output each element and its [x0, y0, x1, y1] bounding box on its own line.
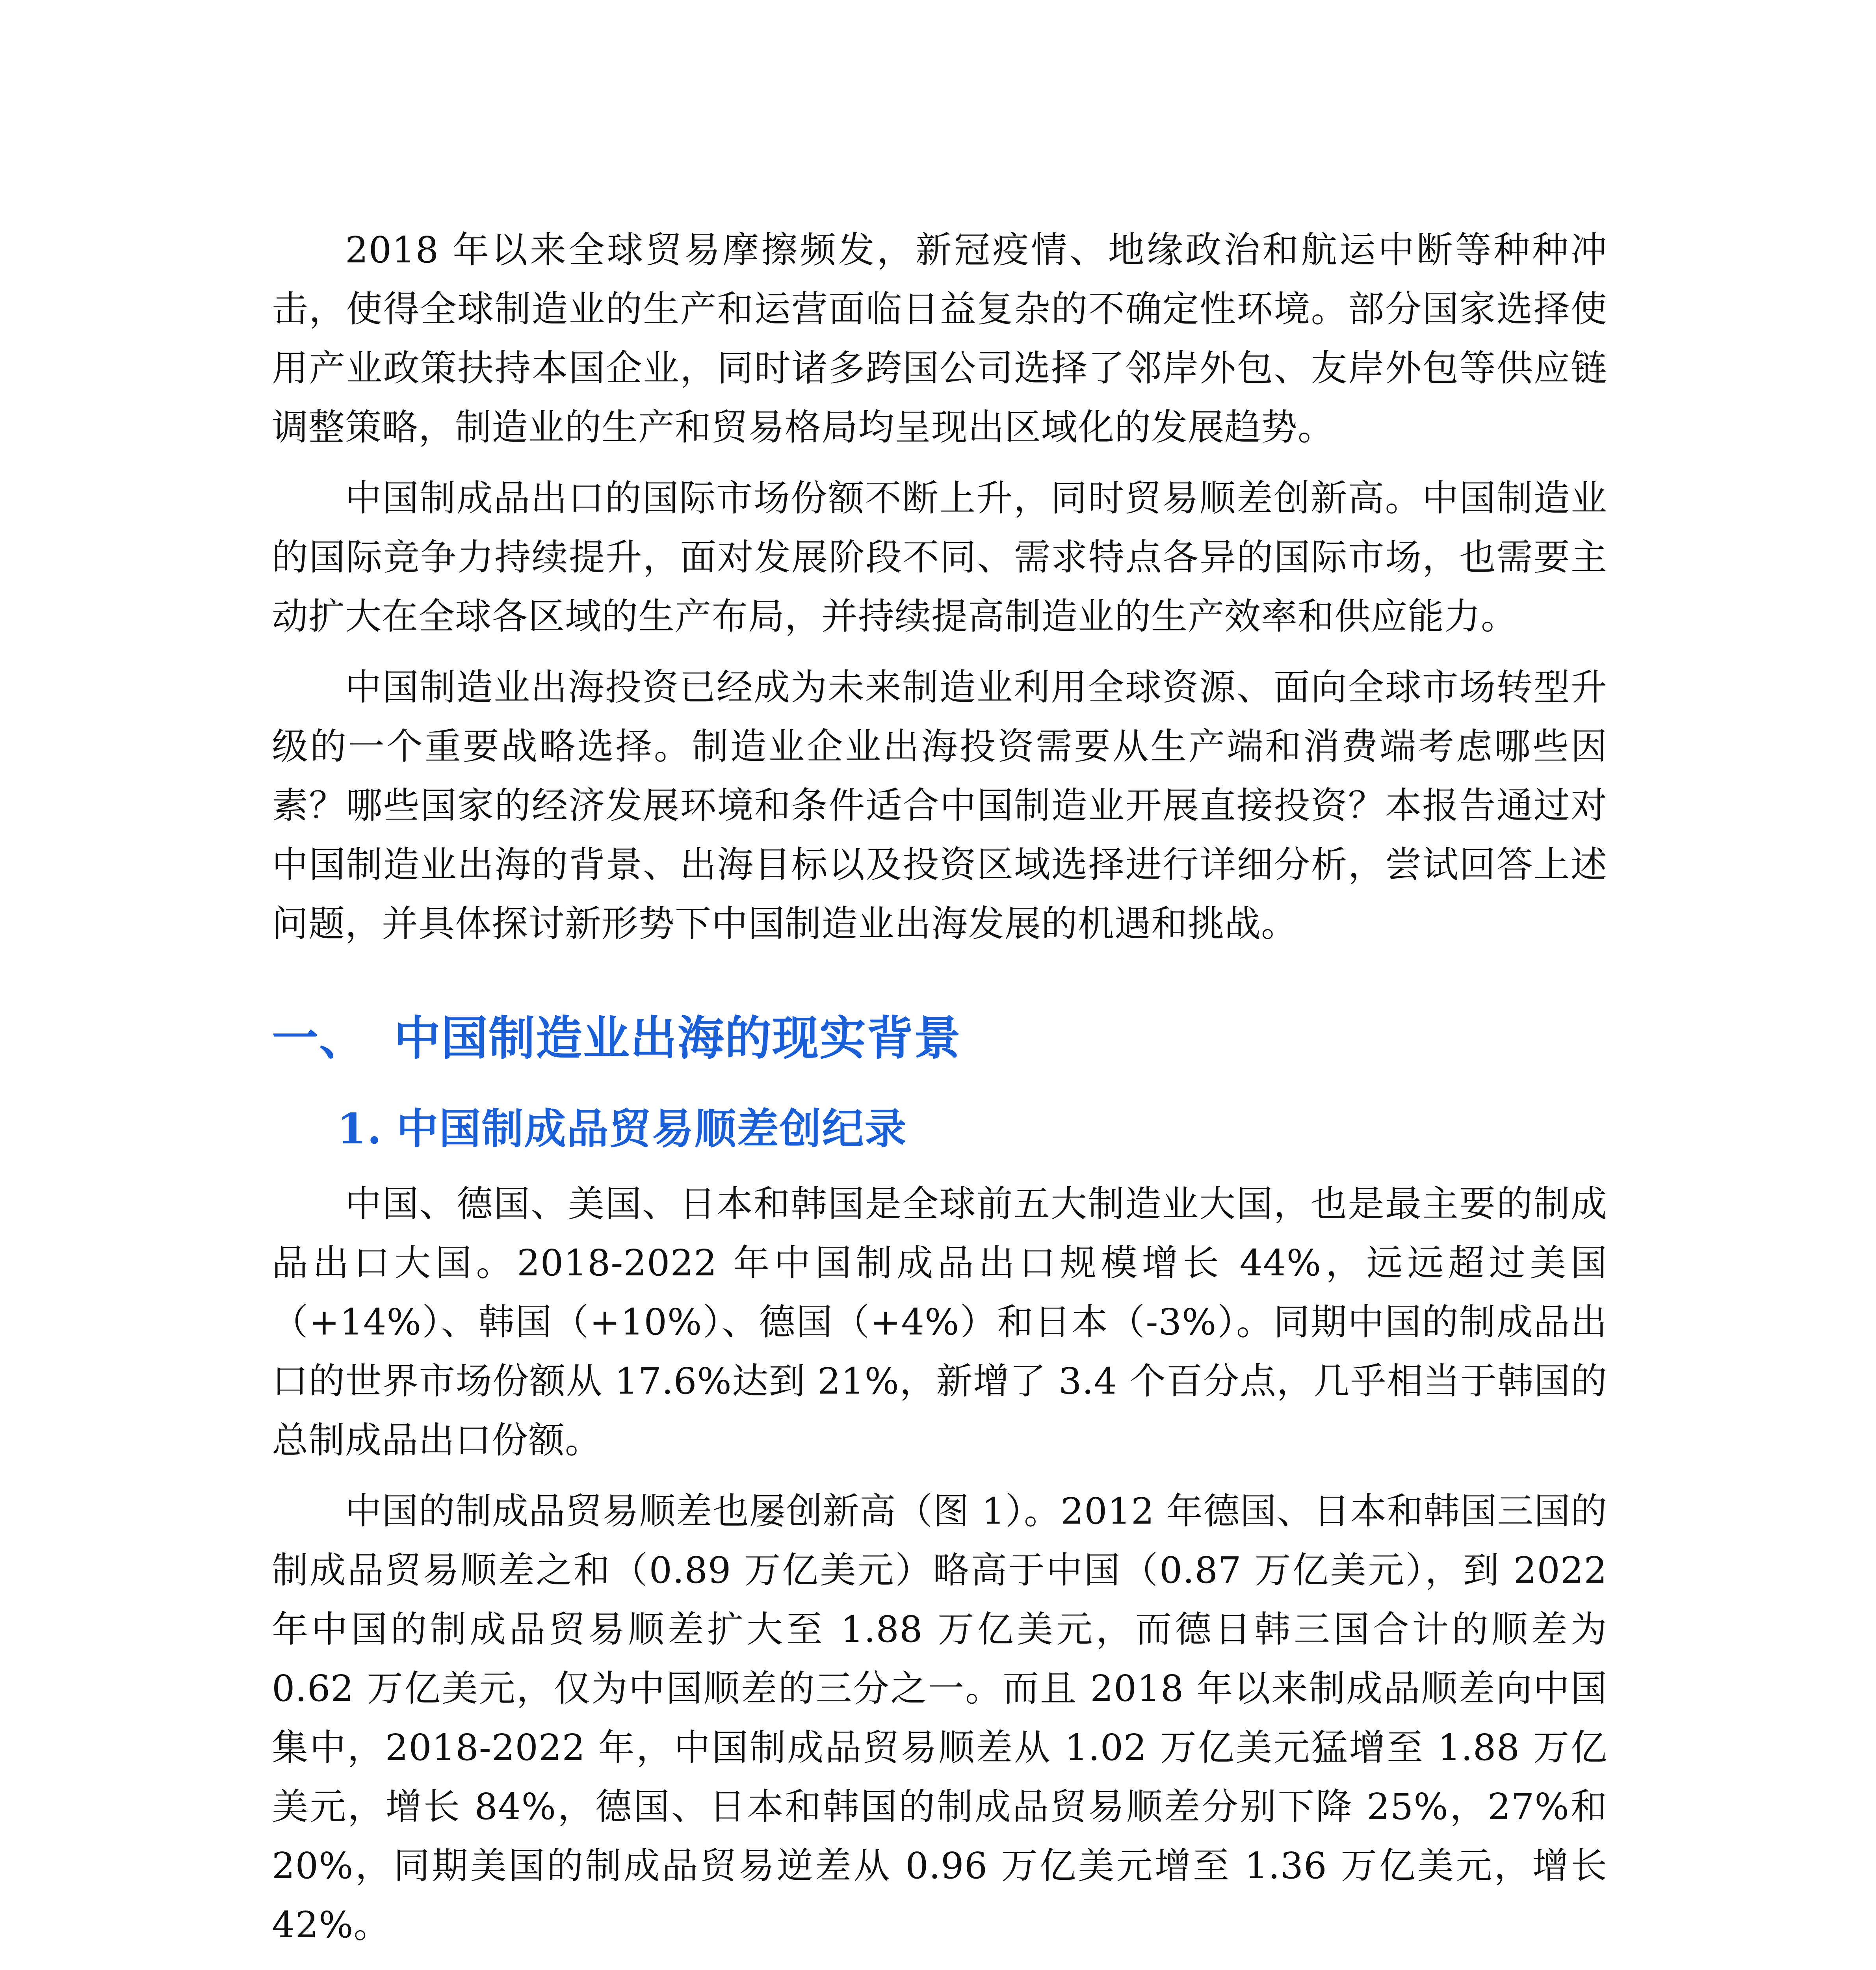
- section-number: 一、: [272, 1011, 367, 1065]
- section-heading: [272, 1009, 1607, 1068]
- section-paragraph-2: 中国的制成品贸易顺差也屡创新高（图 1）。2012 年德国、日本和韩国三国的制成品贸易顺差之和（0.89 万亿美元）略高于中国（0.87 万亿美元），到 2022 年中国的制成品贸易顺差扩大至 1.88 万亿美元，而德日韩三国合计的顺差为 0.62 万亿美元，仅为中国顺差的三分之一。而且 2018 年以来制成品顺差向中国集中，2018-2022 年，中国制成品贸易顺差从 1.02 万亿美元猛增至 1.88 万亿美元，增长 84%，德国、日本和韩国的制成品贸易顺差分别下降 25%，27%和 20%，同期美国的制成品贸易逆差从 0.96 万亿美元增至 1.36 万亿美元，增长 42%。: [272, 1490, 1607, 1946]
- subsection-heading: [272, 1099, 1607, 1159]
- subsection-number: 1.: [337, 1104, 383, 1153]
- intro-paragraph-2: 中国制成品出口的国际市场份额不断上升，同时贸易顺差创新高。中国制造业的国际竞争力持续提升，面对发展阶段不同、需求特点各异的国际市场，也需要主动扩大在全球各区域的生产布局，并持续提高制造业的生产效率和供应能力。: [272, 477, 1607, 637]
- section-title: 中国制造业出海的现实背景: [394, 1011, 962, 1065]
- intro-paragraph-3: 中国制造业出海投资已经成为未来制造业利用全球资源、面向全球市场转型升级的一个重要战略选择。制造业企业出海投资需要从生产端和消费端考虑哪些因素？哪些国家的经济发展环境和条件适合中国制造业开展直接投资？本报告通过对中国制造业出海的背景、出海目标以及投资区域选择进行详细分析，尝试回答上述问题，并具体探讨新形势下中国制造业出海发展的机遇和挑战。: [272, 666, 1607, 945]
- intro-paragraph-1: 2018 年以来全球贸易摩擦频发，新冠疫情、地缘政治和航运中断等种种冲击，使得全球制造业的生产和运营面临日益复杂的不确定性环境。部分国家选择使用产业政策扶持本国企业，同时诸多跨国公司选择了邻岸外包、友岸外包等供应链调整策略，制造业的生产和贸易格局均呈现出区域化的发展趋势。: [272, 229, 1607, 448]
- section-paragraph-1: 中国、德国、美国、日本和韩国是全球前五大制造业大国，也是最主要的制成品出口大国。2018-2022 年中国制成品出口规模增长 44%，远远超过美国（+14%）、韩国（+10%）、德国（+4%）和日本（-3%）。同期中国的制成品出口的世界市场份额从 17.6%达到 21%，新增了 3.4 个百分点，几乎相当于韩国的总制成品出口份额。: [272, 1183, 1607, 1461]
- page-content: [272, 221, 1607, 1955]
- subsection-title: 中国制成品贸易顺差创纪录: [396, 1105, 907, 1153]
